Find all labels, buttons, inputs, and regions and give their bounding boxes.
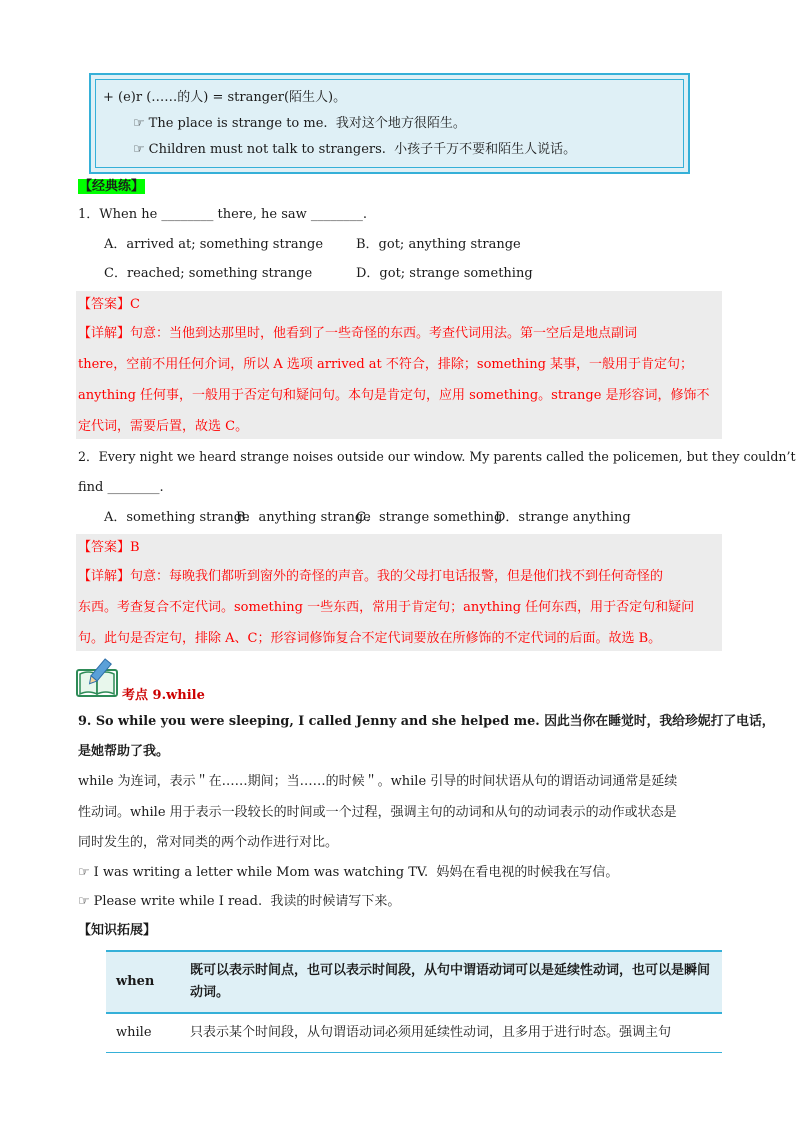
example-1: ☞ I was writing a letter while Mom was watching TV. 妈妈在看电视的时候我在写信。 <box>78 865 619 880</box>
tip-example-2: ☞ Children must not talk to strangers. 小孩子千万不要和陌生人说话。 <box>133 142 577 157</box>
q1-option-d: D．got; strange something <box>356 266 533 281</box>
q2-option-a: A．something strange <box>104 510 250 525</box>
q2-option-c: C．strange something <box>356 510 503 525</box>
pointing-hand-icon: ☞ <box>78 894 90 909</box>
q1-option-c: C．reached; something strange <box>104 266 313 281</box>
section-tag: 【经典练】 <box>79 179 145 194</box>
table-cell-word: when <box>106 951 180 1013</box>
tip-example-1: ☞ The place is strange to me. 我对这个地方很陌生。 <box>133 116 466 131</box>
pointing-hand-icon: ☞ <box>133 116 145 131</box>
body-line: 性动词。while 用于表示一段较长的时间或一个过程，强调主句的动词和从句的动词表示的动作或状态是 <box>78 805 677 820</box>
table-row <box>106 951 722 1013</box>
q2-answer: 【答案】B <box>78 540 140 555</box>
q1-explanation-line: 定代词，需要后置，故选 C。 <box>78 419 249 434</box>
q2-stem-line2: find ________. <box>78 480 164 495</box>
table-cell-desc: 只表示某个时间段，从句谓语动词必须用延续性动词，且多用于进行时态。强调主句 <box>180 1013 722 1053</box>
q2-option-b: B．anything strange <box>236 510 371 525</box>
q1-stem: 1．When he ________ there, he saw ________. <box>78 207 368 222</box>
q1-option-a: A．arrived at; something strange <box>104 237 324 252</box>
q1-explanation-line: anything 任何事，一般用于否定句和疑问句。本句是肯定句，应用 something。strange 是形容词，修饰不 <box>78 388 710 403</box>
comparison-table <box>106 950 722 1053</box>
q2-explanation-line: 句。此句是否定句，排除 A、C；形容词修饰复合不定代词要放在所修饰的不定代词的后面。故选 B。 <box>78 631 662 646</box>
q1-explanation-line: 【详解】句意：当他到达那里时，他看到了一些奇怪的东西。考查代词用法。第一空后是地点副词 <box>78 326 638 341</box>
body-line: while 为连词，表示＂在……期间；当……的时候＂。while 引导的时间状语从句的谓语动词通常是延续 <box>78 774 678 789</box>
table-cell-desc: 既可以表示时间点，也可以表示时间段，从句中谓语动词可以是延续性动词，也可以是瞬间动词。 <box>180 951 722 1013</box>
tip-formula: + (e)r (……的人) = stranger(陌生人)。 <box>103 90 347 105</box>
table-cell-word: while <box>106 1013 180 1053</box>
pointing-hand-icon: ☞ <box>133 142 145 157</box>
q2-stem-line1: 2．Every night we heard strange noises outside our window. My parents called the policemen, but they couldn’t <box>78 449 796 464</box>
q2-explanation-line: 东西。考查复合不定代词。something 一些东西，常用于肯定句；anything 任何东西，用于否定句和疑问 <box>78 600 695 615</box>
q1-option-b: B．got; anything strange <box>356 237 521 252</box>
q2-option-d: D．strange anything <box>495 510 631 525</box>
sentence9-line2: 是她帮助了我。 <box>78 744 170 759</box>
tip-box <box>89 73 690 174</box>
sentence9-line1: 9. So while you were sleeping, I called Jenny and she helped me. 因此当你在睡觉时，我给珍妮打了电话， <box>78 714 775 729</box>
pointing-hand-icon: ☞ <box>78 865 90 880</box>
q2-explanation-line: 【详解】句意：每晚我们都听到窗外的奇怪的声音。我的父母打电话报警，但是他们找不到任何奇怪的 <box>78 569 664 584</box>
body-line: 同时发生的，常对同类的两个动作进行对比。 <box>78 835 339 850</box>
q1-explanation-line: there，空前不用任何介词，所以 A 选项 arrived at 不符合，排除；something 某事，一般用于肯定句； <box>78 357 694 372</box>
example-2: ☞ Please write while I read. 我读的时候请写下来。 <box>78 894 401 909</box>
table-row <box>106 1013 722 1053</box>
knowledge-tag: 【知识拓展】 <box>78 923 157 938</box>
book-pencil-icon <box>76 658 120 698</box>
q1-answer: 【答案】C <box>78 297 140 312</box>
kaodian-label: 考点 9.while <box>122 688 205 703</box>
